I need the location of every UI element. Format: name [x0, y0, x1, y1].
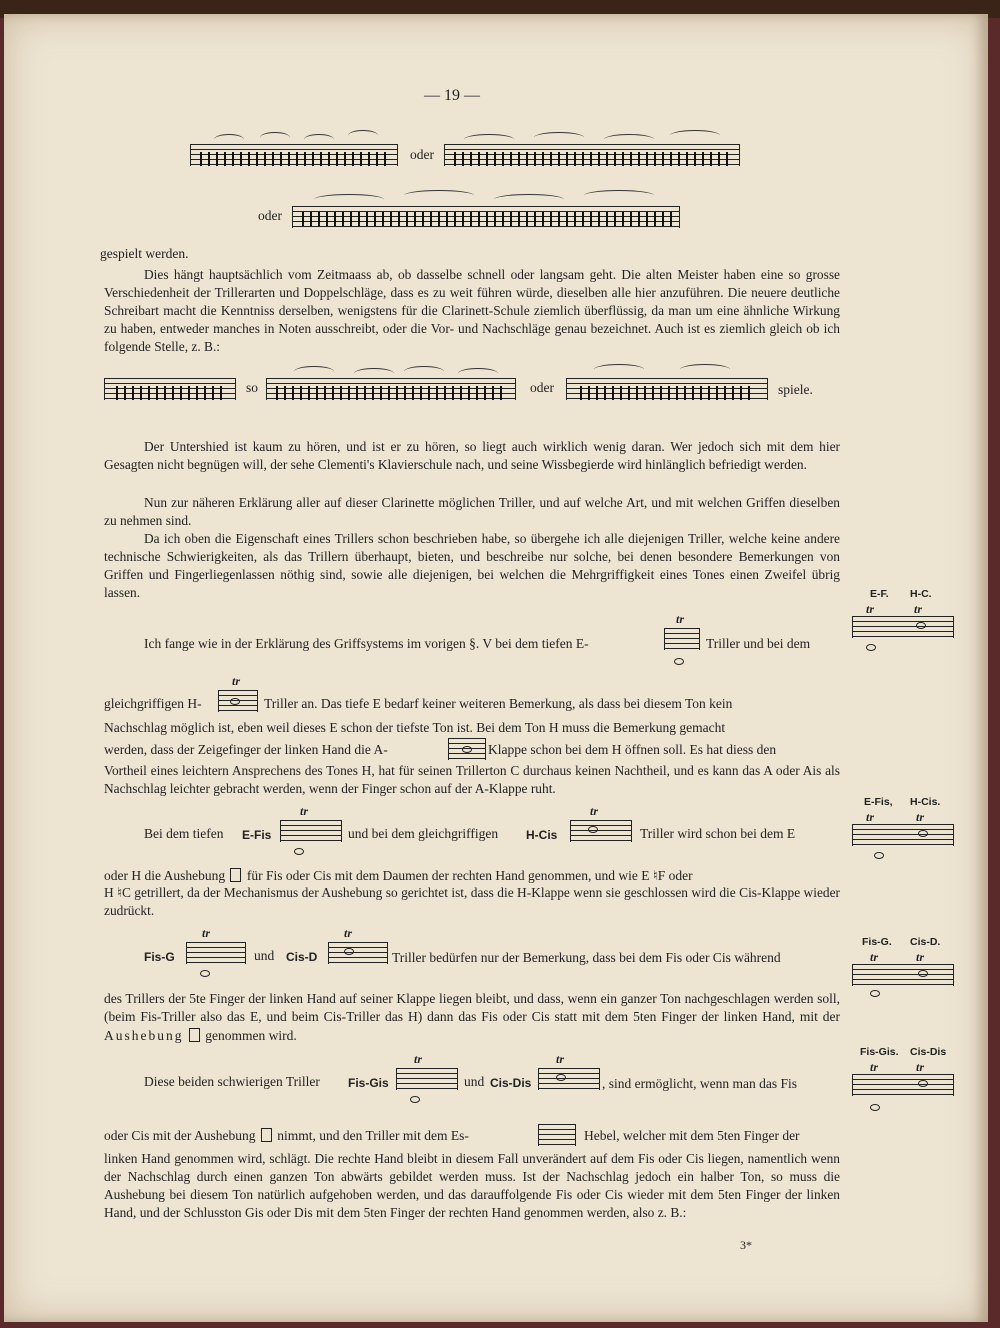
trill-mark: tr [344, 926, 353, 940]
paragraph-line: Bei dem tiefen [144, 826, 224, 841]
music-staff [396, 1068, 458, 1090]
paragraph-line: , sind ermöglicht, wenn man das Fis [602, 1076, 797, 1091]
note [410, 1096, 420, 1103]
paragraph-line: und [254, 948, 275, 963]
note [344, 948, 354, 955]
paragraph-line: Triller an. Das tiefe E bedarf keiner weiteren Bemerkung, als dass bei diesem Ton kein [264, 696, 733, 711]
slur [348, 130, 378, 141]
slur [404, 366, 444, 377]
paragraph-line: Triller und bei dem [706, 636, 811, 651]
slur [304, 134, 334, 145]
page-number: — 19 — [424, 87, 480, 104]
music-staff [280, 820, 342, 842]
slur [594, 364, 644, 375]
margin-label: Cis-D. [910, 936, 941, 948]
note [918, 830, 928, 837]
paragraph: Nun zur näheren Erklärung aller auf dieser Clarinette möglichen Triller, und auf welche Art, und mit welchen Griffen dieselben zu nehmen sind. [104, 495, 840, 528]
note [200, 970, 210, 977]
trill-mark: tr [300, 804, 309, 818]
note [866, 644, 876, 651]
trill-mark: tr [866, 602, 875, 616]
trill-mark: tr [916, 950, 925, 964]
trill-mark: tr [232, 674, 241, 688]
paragraph-line: werden, dass der Zeigefinger der linken Hand die A- [104, 742, 388, 757]
slur [314, 194, 384, 205]
signature-mark: 3* [740, 1238, 752, 1252]
aushebung-icon [261, 1128, 272, 1142]
slur [534, 132, 584, 143]
note [674, 658, 684, 665]
margin-label: Fis-Gis. [860, 1046, 899, 1058]
paragraph: Dies hängt hauptsächlich vom Zeitmaass ab, ob dasselbe schnell oder langsam geht. Die alten Meister haben eine so grosse Verschiedenheit der Trillerarten und Doppelschläge, dass es zu weit führen würde, dieselben alle hier anzuführen. Die neuere deutliche Schreibart macht die Kenntniss derselben, wenigstens für die Clarinett-Schule ziemlich überflüssig, da man um eine ähnliche Wirkung zu haben, entweder manches in Noten ausschreibt, oder die Vor- und Nachschläge genau bezeichnet. Auch ist es ziemlich gleich ob ich folgende Stelle, z. B.: [104, 267, 840, 354]
oder-label: oder [258, 208, 282, 223]
note [556, 1074, 566, 1081]
note-group [454, 152, 732, 166]
trill-mark: tr [556, 1052, 565, 1066]
trill-mark: tr [202, 926, 211, 940]
slur [404, 190, 474, 201]
margin-label: Cis-Dis [910, 1046, 947, 1058]
margin-label: Fis-G. [862, 936, 892, 948]
trill-name: H-Cis [526, 828, 558, 842]
music-staff [852, 824, 954, 846]
trill-name: Fis-Gis [348, 1076, 389, 1090]
note [870, 990, 880, 997]
aushebung-icon [189, 1028, 200, 1042]
trill-mark: tr [914, 602, 923, 616]
trill-name: Cis-D [286, 950, 318, 964]
paragraph-line: und bei dem gleichgriffigen [348, 826, 499, 841]
note-group [116, 386, 226, 400]
slur [604, 134, 654, 145]
paragraph-line: Triller wird schon bei dem E [640, 826, 796, 841]
music-staff [852, 616, 954, 638]
paragraph-line: Hebel, welcher mit dem 5ten Finger der [584, 1128, 800, 1143]
aushebung-icon [230, 868, 241, 882]
slur [294, 366, 334, 377]
slur [464, 134, 514, 145]
paragraph: Vortheil eines leichtern Ansprechens des Tones H, hat für seinen Trillerton C durchaus keinen Nachtheil, und es kann das A oder Ais als Nachschlag leichter gebracht werden, wenn der Finger schon auf der A-Klappe ruht. [104, 763, 840, 796]
note [588, 826, 598, 833]
note-group [200, 152, 390, 166]
note [916, 622, 926, 629]
note [870, 1104, 880, 1111]
paragraph-line: des Trillers der 5te Finger der linken Hand auf seiner Klappe liegen bleibt, und dass, wenn ein ganzer Ton nachgeschlagen werden soll, (beim Fis-Triller also das E, und beim Cis-Triller das H) dann das Fis oder Cis statt mit dem 5ten Finger der linken Hand, mit der Aushebung genommen wird. [104, 991, 840, 1043]
paragraph-line: und [464, 1074, 485, 1089]
paragraph: linken Hand genommen wird, schlägt. Die rechte Hand bleibt in diesem Fall unverändert auf dem Fis oder Cis liegen, namentlich wenn der Nachschlag durch einen ganzen Ton abwärts gebildet werden muss. Ist der Nachschlag jedoch ein halber Ton, so muss die Aushebung bei diesem Ton natürlich aufgehoben werden, und das darauffolgende Fis oder Cis wieder mit dem 5ten Finger der linken Hand, und der Schlusston Gis oder Dis mit dem 5ten Finger der rechten Hand genommen werden, also z. B.: [104, 1151, 840, 1220]
trill-mark: tr [676, 612, 685, 626]
slur [584, 190, 654, 201]
trill-mark: tr [870, 1060, 879, 1074]
music-staff [852, 1074, 954, 1096]
paragraph-line: Triller bedürfen nur der Bemerkung, dass bei dem Fis oder Cis während [392, 950, 781, 965]
note-group [276, 386, 506, 400]
margin-label: E-F. [870, 588, 889, 600]
paragraph-line: oder Cis mit der Aushebung nimmt, und den Triller mit dem Es- [104, 1128, 469, 1143]
paragraph: Da ich oben die Eigenschaft eines Trillers schon beschrieben habe, so übergehe ich alle diejenigen Triller, welche keine andere technische Schwierigkeiten, als das Trillern überhaupt, bieten, und beschreibe nur solche, bei denen besondere Bemerkungen von Griffen und Fingerliegenlassen nöthig sind, sowie alle diejenigen, bei welchen die Mehrgriffigkeit eines Tones einen Zweifel übrig lassen. [104, 531, 840, 600]
note [230, 698, 240, 705]
trill-name: Cis-Dis [490, 1076, 532, 1090]
paragraph-line: Klappe schon bei dem H öffnen soll. Es hat diess den [488, 742, 777, 757]
paragraph-line: gleichgriffigen H- [104, 696, 202, 711]
oder-label: oder [410, 147, 434, 162]
slur [354, 368, 394, 379]
trill-mark: tr [414, 1052, 423, 1066]
trill-mark: tr [916, 1060, 925, 1074]
music-staff [328, 942, 388, 964]
slur [680, 364, 730, 375]
music-staff [186, 942, 246, 964]
margin-label: H-C. [910, 588, 932, 600]
paragraph-line: Ich fange wie in der Erklärung des Griffsystems im vorigen §. V bei dem tiefen E- [144, 636, 589, 651]
note-group [580, 386, 756, 400]
so-label: so [246, 380, 259, 395]
music-staff [664, 628, 700, 650]
paragraph: H ♮C getrillert, da der Mechanismus der Aushebung so gerichtet ist, dass die H-Klappe wenn sie geschlossen wird die Cis-Klappe wieder zudrückt. [104, 885, 840, 918]
trill-mark: tr [590, 804, 599, 818]
document-page [4, 14, 988, 1322]
trill-mark: tr [866, 810, 875, 824]
paragraph-line: oder H die Aushebung für Fis oder Cis mit dem Daumen der rechten Hand genommen, und wie E ♮F oder [104, 868, 693, 883]
margin-label: H-Cis. [910, 796, 941, 808]
music-staff [538, 1068, 600, 1090]
trill-mark: tr [916, 810, 925, 824]
spiele-label: spiele. [778, 382, 813, 397]
trill-mark: tr [870, 950, 879, 964]
note [918, 970, 928, 977]
oder-label: oder [530, 380, 554, 395]
paragraph-line: Diese beiden schwierigen Triller [144, 1074, 320, 1089]
note [918, 1080, 928, 1087]
paragraph: gespielt werden. [100, 246, 189, 261]
paragraph-line: Nachschlag möglich ist, eben weil dieses E schon der tiefste Ton ist. Bei dem Ton H muss die Bemerkung gemacht [104, 720, 726, 735]
music-staff [570, 820, 632, 842]
note [874, 852, 884, 859]
music-staff [852, 964, 954, 986]
slur [670, 130, 720, 141]
slur [260, 132, 290, 143]
paragraph: Der Untershied ist kaum zu hören, und ist er zu hören, so liegt auch wirklich wenig daran. Wer jedoch sich mit dem hier Gesagten nicht begnügen will, der sehe Clementi's Klavierschule nach, und seine Wissbegierde wird hinlänglich befriedigt werden. [104, 439, 840, 472]
slur [494, 194, 564, 205]
slur [458, 368, 498, 379]
slur [214, 134, 244, 145]
note [462, 746, 472, 753]
note [294, 848, 304, 855]
note-group [302, 212, 672, 226]
margin-label: E-Fis, [864, 796, 893, 808]
music-staff [538, 1124, 576, 1146]
trill-name: E-Fis [242, 828, 272, 842]
trill-name: Fis-G [144, 950, 175, 964]
